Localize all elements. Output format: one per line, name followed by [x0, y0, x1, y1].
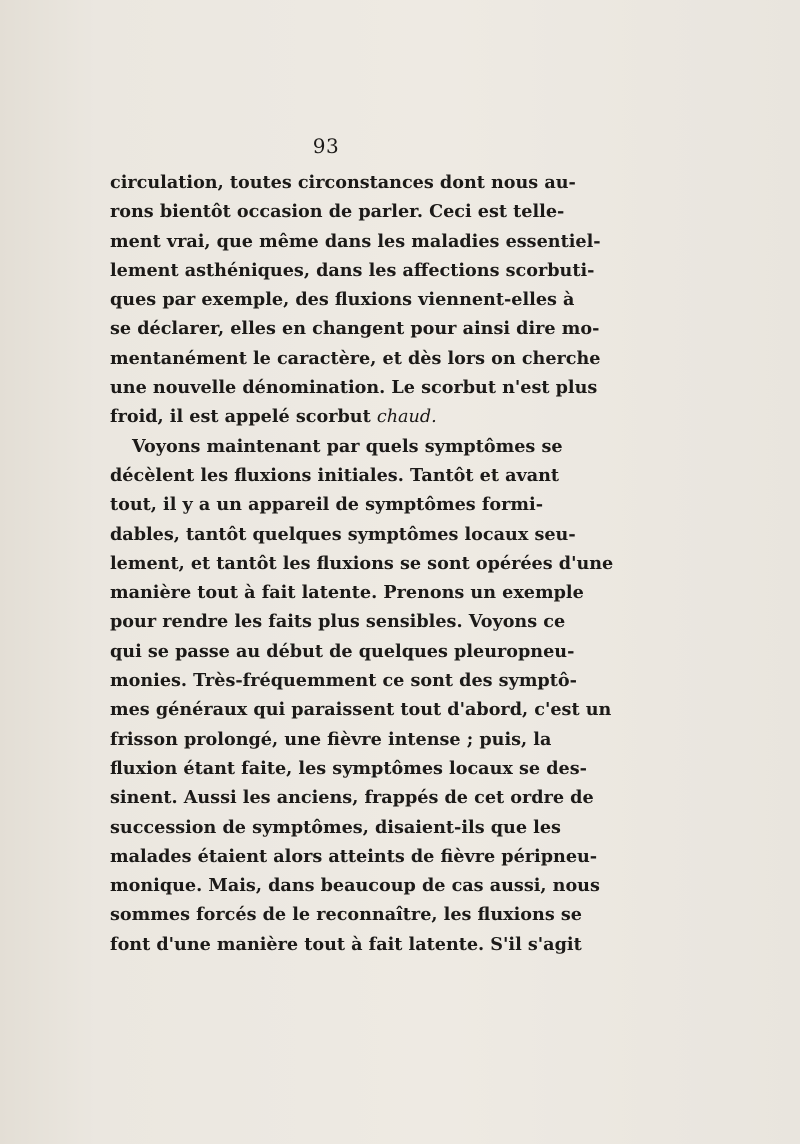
text-line: rons bientôt occasion de parler. Ceci est telle-: [110, 201, 565, 223]
text-line: ment vrai, que même dans les maladies essentiel-: [110, 230, 601, 252]
text-line: circulation, toutes circonstances dont nous au-: [110, 172, 576, 193]
text-line: lement asthéniques, dans les affections scorbuti-: [110, 259, 595, 281]
text-line: manière tout à fait latente. Prenons un exemple: [110, 582, 584, 604]
text-line: ques par exemple, des fluxions viennent-elles à: [110, 289, 575, 311]
text-line-paragraph-start: Voyons maintenant par quels symptômes se: [132, 435, 563, 457]
text-line: malades étaient alors atteints de fièvre péripneu-: [110, 845, 598, 867]
text-line: mes généraux qui paraissent tout d'abord, c'est un: [110, 699, 612, 721]
text-line: tout, il y a un appareil de symptômes formi-: [110, 494, 544, 516]
text-line: frisson prolongé, une fièvre intense ; puis, la: [110, 728, 552, 750]
text-line: qui se passe au début de quelques pleuropneu-: [110, 640, 575, 662]
text-line: lement, et tantôt les fluxions se sont opérées d'une: [110, 552, 614, 574]
italic-word: chaud.: [376, 407, 437, 428]
text-line: font d'une manière tout à fait latente. S'il s'agit: [110, 933, 582, 955]
text-line: sinent. Aussi les anciens, frappés de cet ordre de: [110, 787, 594, 809]
text-line: se déclarer, elles en changent pour ainsi dire mo-: [110, 318, 600, 340]
text-line: monies. Très-fréquemment ce sont des symptô-: [110, 670, 577, 692]
text-line: une nouvelle dénomination. Le scorbut n'est plus: [110, 377, 598, 399]
text-line: fluxion étant faite, les symptômes locaux se des-: [110, 757, 587, 779]
text-line: succession de symptômes, disaient-ils que les: [110, 816, 561, 838]
text-line: dables, tantôt quelques symptômes locaux seu-: [110, 523, 576, 545]
text-line: monique. Mais, dans beaucoup de cas aussi, nous: [110, 875, 600, 897]
text-line: mentanément le caractère, et dès lors on cherche: [110, 347, 601, 369]
text-line-start: froid, il est appelé scorbut: [110, 406, 371, 428]
text-line-paragraph-end: [110, 402, 542, 431]
text-line: sommes forcés de le reconnaître, les fluxions se: [110, 904, 582, 926]
body-text: [110, 168, 614, 959]
page-number: 93: [312, 134, 340, 158]
text-line: décèlent les fluxions initiales. Tantôt et avant: [110, 464, 560, 486]
text-line: pour rendre les faits plus sensibles. Voyons ce: [110, 611, 566, 633]
